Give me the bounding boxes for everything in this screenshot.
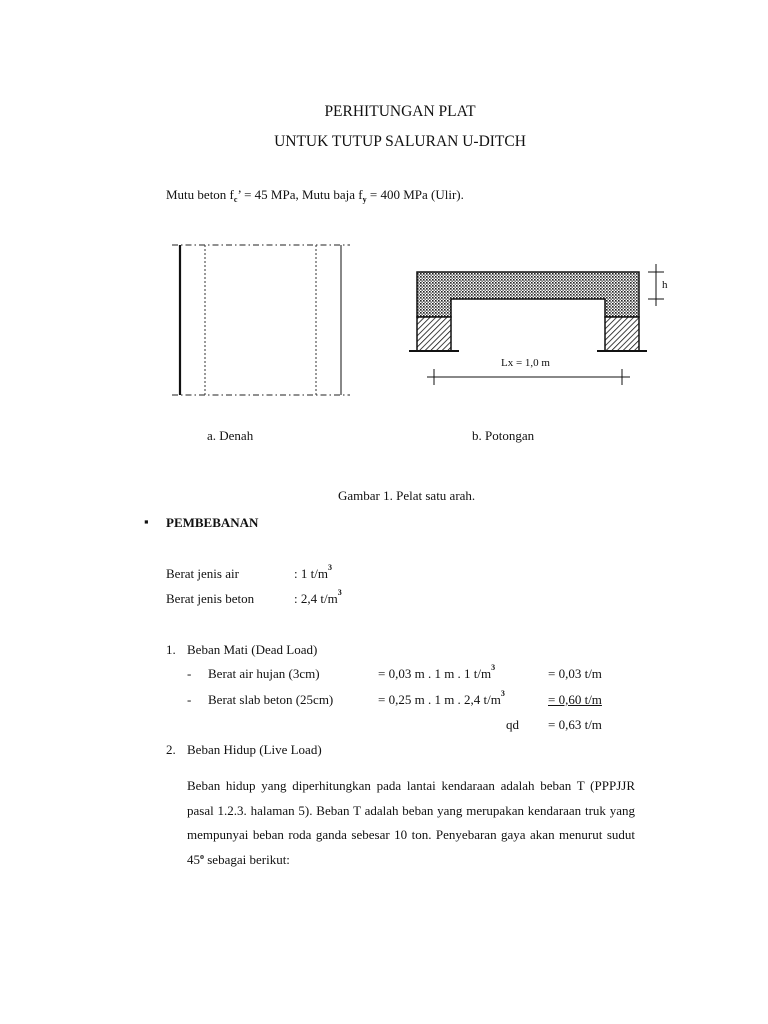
section-heading: PEMBEBANAN — [166, 515, 259, 530]
list-dash: - — [187, 692, 192, 707]
dead-load-heading: Beban Mati (Dead Load) — [187, 642, 318, 657]
live-load-heading: Beban Hidup (Live Load) — [187, 742, 322, 757]
unit-weight-label: Berat jenis air — [166, 566, 239, 581]
load-item-formula: = 0,25 m . 1 m . 2,4 $t/m^3$ — [378, 689, 505, 707]
load-item-result: = 0,60 t/m — [548, 692, 602, 707]
total-dead-load-label: qd — [506, 717, 519, 732]
document-title-line1: PERHITUNGAN PLAT — [324, 103, 476, 120]
plan-view — [172, 245, 350, 395]
unit-weight-value: : 1 $t/m^3$ — [294, 563, 332, 581]
unit-weight-value: : 2,4 $t/m^3$ — [294, 588, 342, 606]
section-bullet-icon: ▪ — [144, 514, 149, 529]
fy-subscript: y — [362, 195, 367, 204]
load-item-result: = 0,03 t/m — [548, 666, 602, 681]
total-dead-load-value: = 0,63 t/m — [548, 717, 602, 732]
load-item-formula: = 0,03 m . 1 m . 1 $t/m^3$ — [378, 663, 496, 681]
document-title-line2: UNTUK TUTUP SALURAN U-DITCH — [274, 133, 526, 150]
slab-figure — [0, 0, 768, 470]
material-spec-post: = 400 MPa (Ulir). — [366, 187, 464, 202]
load-item-label: Berat air hujan (3cm) — [208, 666, 320, 681]
height-dimension-label: h — [662, 279, 668, 291]
list-number: 1. — [166, 642, 176, 657]
unit-weight-label: Berat jenis beton — [166, 591, 255, 606]
material-spec-mid: ’ = 45 MPa, Mutu baja f — [237, 187, 363, 202]
span-dimension-label: Lx = 1,0 m — [501, 357, 550, 369]
material-spec-pre: Mutu beton f — [166, 187, 234, 202]
caption-plan: a. Denah — [207, 428, 254, 443]
load-item-label: Berat slab beton (25cm) — [208, 692, 334, 707]
list-dash: - — [187, 666, 192, 681]
fc-subscript: c — [233, 195, 238, 204]
live-load-paragraph: Beban hidup yang diperhitungkan pada lantai kendaraan adalah beban T (PPPJJR pasal 1.2.3. halaman 5). Beban T adalah beban yang merupakan kendaraan truk yang mempunyai beban roda ganda sebesar 10 ton. Penyebaran gaya akan menurut sudut 45$^o$ sebagai berikut: — [187, 778, 635, 868]
caption-section: b. Potongan — [472, 428, 535, 443]
figure-caption: Gambar 1. Pelat satu arah. — [338, 488, 476, 503]
list-number: 2. — [166, 742, 176, 757]
